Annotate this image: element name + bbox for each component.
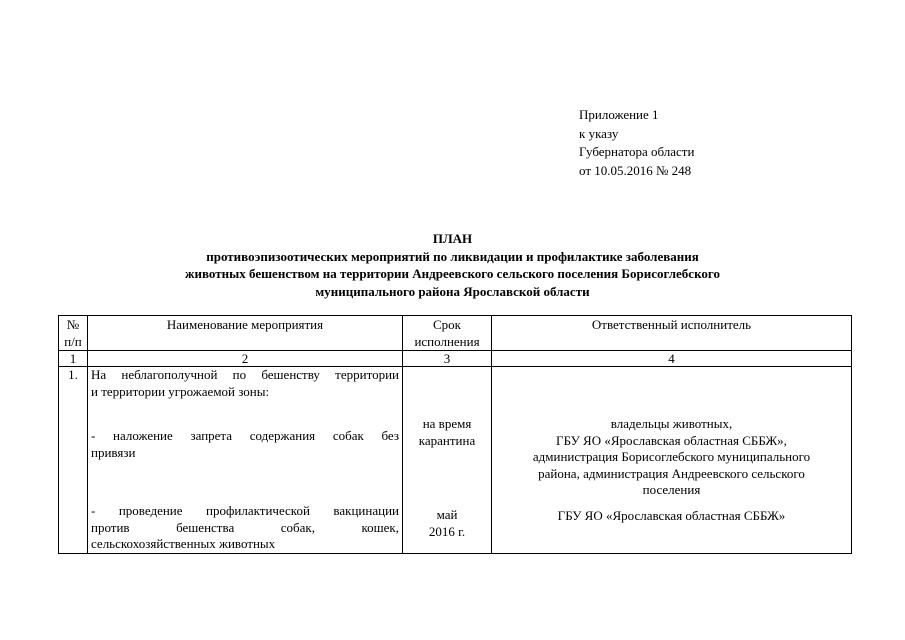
responsible-line: района, администрация Андреевского сельского — [538, 465, 805, 481]
measure-line: сельскохозяйственных животных — [91, 536, 276, 551]
column-number: 3 — [403, 351, 492, 367]
row-measures — [88, 367, 403, 554]
title-line: животных бешенством на территории Андреевского сельского поселения Борисоглебского — [185, 266, 720, 281]
header-term-line: Срок — [433, 317, 461, 332]
appendix-line: Приложение 1 — [579, 107, 659, 122]
responsible-line: администрация Борисоглебского муниципального — [532, 449, 811, 464]
title-line: противоэпизоотических мероприятий по ликвидации и профилактике заболевания — [206, 248, 699, 264]
header-name: Наименование мероприятия — [88, 316, 403, 351]
title-line: муниципального района Ярославской области — [315, 283, 590, 299]
measure-line: - проведение профилактической вакцинации — [91, 503, 399, 518]
table-row — [59, 367, 852, 554]
plan-table — [58, 315, 852, 554]
term-line: май — [436, 507, 458, 522]
responsible-line: владельцы животных, — [610, 416, 733, 431]
measure-line: против бешенства собак, кошек, — [91, 519, 399, 535]
responsible-line: ГБУ ЯО «Ярославская областная СББЖ», — [556, 432, 787, 448]
table-header-row — [59, 316, 852, 351]
row-number: 1. — [59, 367, 88, 554]
intro-line: На неблагополучной по бешенству территории — [91, 367, 399, 382]
intro-line: и территории угрожаемой зоны: — [91, 383, 270, 399]
appendix-date: от 10.05.2016 № 248 — [579, 162, 692, 178]
header-term — [403, 316, 492, 351]
term-line: на время — [422, 416, 472, 431]
header-term-line: исполнения — [414, 333, 480, 349]
header-number — [59, 316, 88, 351]
document-title — [0, 230, 905, 300]
column-number: 2 — [88, 351, 403, 367]
appendix-line: к указу — [579, 125, 619, 141]
header-responsible: Ответственный исполнитель — [492, 316, 852, 351]
column-number: 4 — [492, 351, 852, 367]
appendix-block — [579, 106, 694, 180]
measure-line: - наложение запрета содержания собак без — [91, 428, 399, 443]
row-terms — [403, 367, 492, 554]
row-responsible — [492, 367, 852, 554]
column-number: 1 — [59, 351, 88, 367]
term-line: карантина — [418, 432, 476, 448]
header-number-line: п/п — [64, 333, 82, 349]
column-numbers-row — [59, 351, 852, 367]
header-number-line: № — [66, 317, 80, 332]
responsible-line: ГБУ ЯО «Ярославская областная СББЖ» — [557, 507, 786, 523]
term-line: 2016 г. — [428, 523, 466, 539]
title-heading: ПЛАН — [432, 231, 473, 246]
appendix-line: Губернатора области — [579, 144, 695, 159]
measure-line: привязи — [91, 444, 136, 460]
responsible-line: поселения — [642, 482, 701, 497]
